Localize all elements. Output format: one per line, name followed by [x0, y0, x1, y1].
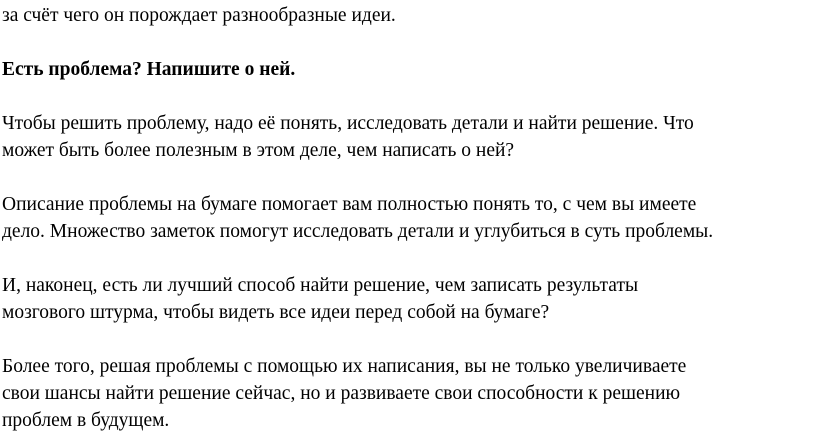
paragraph-line: Чтобы решить проблему, надо её понять, исследовать детали и найти решение. Что	[2, 113, 694, 134]
section-heading: Есть проблема? Напишите о ней.	[2, 59, 296, 80]
paragraph-brainstorm	[2, 272, 816, 326]
intro-line: за счёт чего он порождает разнообразные идеи.	[2, 5, 396, 26]
paragraph-line: свои шансы найти решение сейчас, но и развиваете свои способности к решению	[2, 383, 681, 404]
paragraph-line: Более того, решая проблемы с помощью их написания, вы не только увеличиваете	[2, 356, 687, 377]
paragraph-describe-problem	[2, 191, 816, 245]
paragraph-gap	[2, 29, 816, 56]
paragraph-line: мозгового штурма, чтобы видеть все идеи перед собой на бумаге?	[2, 302, 550, 323]
paragraph-gap	[2, 326, 816, 353]
paragraph-future-skills	[2, 353, 816, 434]
paragraph-gap	[2, 245, 816, 272]
paragraph-understand-problem	[2, 110, 816, 164]
paragraph-gap	[2, 164, 816, 191]
paragraph-line: Описание проблемы на бумаге помогает вам полностью понять то, с чем вы имеете	[2, 194, 697, 215]
paragraph-line: проблем в будущем.	[2, 410, 170, 431]
paragraph-line: может быть более полезным в этом деле, чем написать о ней?	[2, 140, 515, 161]
paragraph-line: И, наконец, есть ли лучший способ найти решение, чем записать результаты	[2, 275, 639, 296]
paragraph-line: дело. Множество заметок помогут исследовать детали и углубиться в суть проблемы.	[2, 221, 714, 242]
paragraph-gap	[2, 83, 816, 110]
